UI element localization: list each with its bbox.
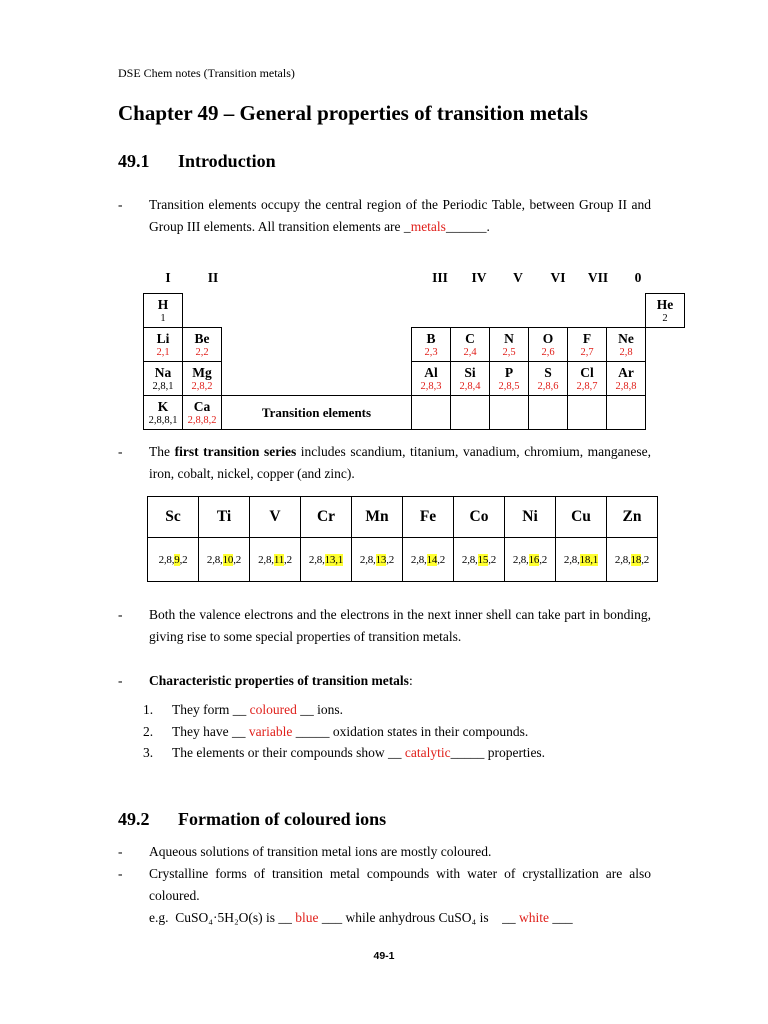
page-number: 49-1: [373, 950, 395, 962]
element-cell-ca: [183, 396, 222, 430]
series-symbol-cell: Mn: [352, 497, 403, 538]
bullet-text: Aqueous solutions of transition metal ions are mostly coloured.: [149, 844, 492, 859]
series-config-cell: [403, 538, 454, 582]
config-highlight: 13: [375, 553, 387, 566]
config-highlight: 18: [630, 553, 642, 566]
element-config: 2,1: [156, 346, 170, 358]
config-prefix: 2,8,: [359, 553, 376, 566]
series-config-cell: [199, 538, 250, 582]
eg-answer: white: [519, 910, 550, 925]
bullet-dash: -: [118, 444, 123, 459]
element-symbol: Ca: [193, 398, 211, 414]
element-cell-na: [144, 362, 183, 396]
config-prefix: 2,8,: [410, 553, 427, 566]
element-config: 2,2: [195, 346, 209, 358]
section-title: Formation of coloured ions: [178, 809, 387, 829]
series-symbol-cell: V: [250, 497, 301, 538]
element-config: 2,8,8,1: [148, 414, 178, 426]
eg-label: e.g.: [149, 910, 169, 925]
element-symbol: F: [582, 330, 592, 346]
element-cell-cl: [568, 362, 607, 396]
eg-answer: blue: [295, 910, 319, 925]
eg-text: __: [502, 910, 520, 925]
running-header: DSE Chem notes (Transition metals): [118, 66, 295, 80]
section-heading-introduction: [118, 151, 276, 172]
element-cell-s: [529, 362, 568, 396]
item-number: 3.: [143, 745, 154, 760]
element-cell-b: [412, 328, 451, 362]
element-symbol: Na: [154, 364, 172, 380]
element-cell-be: [183, 328, 222, 362]
series-symbol-cell: Sc: [148, 497, 199, 538]
config-prefix: 2,8,: [308, 553, 325, 566]
example-line: [118, 907, 651, 929]
config-suffix: ,2: [641, 553, 650, 566]
series-symbol-cell: Ti: [199, 497, 250, 538]
series-symbol-cell: Fe: [403, 497, 454, 538]
config-prefix: 2,8,: [258, 553, 274, 566]
group-header: 0: [634, 270, 642, 285]
element-symbol: C: [465, 330, 475, 346]
element-cell-mg: [183, 362, 222, 396]
element-cell-f: [568, 328, 607, 362]
element-symbol: He: [656, 296, 674, 312]
series-config-cell: [556, 538, 607, 582]
chapter-title: Chapter 49 – General properties of transition metals: [118, 101, 588, 125]
bullet-dash: -: [118, 844, 123, 859]
element-config: 2,6: [541, 346, 555, 358]
item-answer: catalytic: [404, 745, 451, 760]
element-symbol: Ar: [618, 364, 634, 380]
eg-text: ___ while anhydrous CuSO₄ is: [318, 910, 493, 925]
item-text: The elements or their compounds show __: [172, 745, 405, 760]
element-symbol: Ne: [618, 330, 634, 346]
element-cell-k: [144, 396, 183, 430]
config-highlight: 14: [426, 553, 438, 566]
element-symbol: Cl: [580, 364, 594, 380]
config-prefix: 2,8,: [158, 553, 175, 566]
element-config: 2,8,4: [459, 380, 481, 392]
item-text: __ ions.: [296, 702, 343, 717]
element-config: 2,3: [424, 346, 438, 358]
characteristic-heading: Characteristic properties of transition metals: [149, 673, 409, 688]
properties-list: [143, 699, 643, 764]
intro-text: Transition elements occupy the central region of the Periodic Table, between Group II and Group III elements. All transition elements are _: [149, 197, 651, 234]
colon: :: [408, 673, 413, 688]
aqueous-bullet: [118, 841, 651, 863]
element-symbol: B: [426, 330, 436, 346]
element-config: 1: [160, 312, 166, 324]
config-prefix: 2,8,: [614, 553, 631, 566]
series-config-cell: [301, 538, 352, 582]
element-config: 2: [662, 312, 668, 324]
element-config: 2,8,6: [537, 380, 559, 392]
series-text-pre: The: [149, 444, 175, 459]
config-highlight: 16: [528, 553, 540, 566]
group-header: II: [207, 270, 219, 285]
element-config: 2,8,3: [420, 380, 442, 392]
element-cell-n: [490, 328, 529, 362]
eg-text: CuSO₄·5H₂O(s) is __: [175, 910, 296, 925]
config-prefix: 2,8,: [563, 553, 580, 566]
first-series-bullet: [118, 441, 651, 485]
element-config: 2,8: [619, 346, 633, 358]
group-headers: [143, 270, 663, 290]
element-symbol: S: [544, 364, 552, 380]
bullet-text: Crystalline forms of transition metal compounds with water of crystallization are also coloured.: [149, 866, 651, 903]
config-highlight: 10: [222, 553, 234, 566]
config-prefix: 2,8,: [512, 553, 529, 566]
config-highlight: 18,1: [579, 553, 599, 566]
element-symbol: O: [542, 330, 554, 346]
config-prefix: 2,8,: [206, 553, 223, 566]
intro-bullet: [118, 194, 651, 238]
transition-series-table: [147, 496, 658, 582]
bullet-dash: -: [118, 673, 123, 688]
series-config-cell: [250, 538, 301, 582]
element-symbol: Al: [424, 364, 438, 380]
config-highlight: 11: [273, 553, 285, 566]
series-config-cell: [607, 538, 658, 582]
bullet-dash: -: [118, 866, 123, 881]
valence-text: Both the valence electrons and the electrons in the next inner shell can take part in bonding, giving rise to some special properties of transition metals.: [149, 607, 651, 644]
element-config: 2,5: [502, 346, 516, 358]
config-highlight: 15: [477, 553, 489, 566]
element-cell-he: [646, 294, 685, 328]
group-header: IV: [471, 270, 487, 285]
config-prefix: 2,8,: [461, 553, 478, 566]
bullet-dash: -: [118, 197, 123, 212]
element-config: 2,8,8: [615, 380, 637, 392]
series-text-bold: first transition series: [174, 444, 297, 459]
element-cell-c: [451, 328, 490, 362]
characteristic-bullet: [118, 670, 651, 692]
element-symbol: Li: [156, 330, 170, 346]
config-suffix: ,2: [386, 553, 395, 566]
group-header: III: [432, 270, 448, 285]
config-suffix: ,2: [488, 553, 497, 566]
element-cell-h: [144, 294, 183, 328]
element-cell-li: [144, 328, 183, 362]
group-header: I: [165, 270, 171, 285]
series-config-cell: [454, 538, 505, 582]
element-cell-si: [451, 362, 490, 396]
item-number: 1.: [143, 702, 154, 717]
list-item: [143, 699, 643, 721]
intro-tail: ______.: [445, 219, 490, 234]
periodic-table: [143, 293, 685, 430]
series-config-cell: [148, 538, 199, 582]
valence-bullet: [118, 604, 651, 648]
transition-elements-label: Transition elements: [261, 404, 372, 420]
section-title: Introduction: [178, 151, 276, 171]
element-symbol: Be: [194, 330, 210, 346]
series-config-cell: [505, 538, 556, 582]
section-heading-coloured-ions: [118, 809, 386, 830]
element-symbol: Mg: [192, 364, 212, 380]
element-config: 2,8,2: [191, 380, 213, 392]
element-cell-ar: [607, 362, 646, 396]
element-cell-al: [412, 362, 451, 396]
transition-elements-cell: [222, 396, 412, 430]
config-highlight: 13,1: [324, 553, 344, 566]
eg-text: ___: [549, 910, 573, 925]
config-suffix: ,2: [233, 553, 242, 566]
element-symbol: P: [504, 364, 514, 380]
list-item: [143, 721, 643, 743]
item-number: 2.: [143, 723, 154, 739]
bullet-dash: -: [118, 607, 123, 622]
series-symbol-cell: Co: [454, 497, 505, 538]
element-config: 2,7: [580, 346, 594, 358]
item-answer: variable: [248, 723, 293, 739]
series-config-cell: [352, 538, 403, 582]
config-suffix: ,2: [539, 553, 548, 566]
series-symbol-cell: Cr: [301, 497, 352, 538]
intro-answer: metals: [410, 219, 446, 234]
item-text: _____ oxidation states in their compounds.: [292, 723, 529, 739]
element-symbol: N: [504, 330, 514, 346]
group-header: V: [513, 270, 523, 285]
element-config: 2,8,1: [152, 380, 174, 392]
series-text-post: includes scandium, titanium, vanadium, chromium, manganese, iron, cobalt, nickel, copper (and zinc).: [149, 444, 651, 481]
config-highlight: 9: [174, 553, 180, 566]
series-symbol-cell: Ni: [505, 497, 556, 538]
section-number: 49.1: [118, 151, 150, 171]
group-header: VII: [587, 270, 609, 285]
element-symbol: H: [157, 296, 169, 312]
element-cell-p: [490, 362, 529, 396]
item-text: They have __: [172, 723, 249, 739]
element-config: 2,8,7: [576, 380, 598, 392]
element-cell-o: [529, 328, 568, 362]
item-text: They form __: [172, 702, 250, 717]
config-suffix: ,2: [437, 553, 446, 566]
crystalline-bullet: [118, 863, 651, 907]
element-cell-ne: [607, 328, 646, 362]
element-symbol: K: [157, 398, 169, 414]
series-symbol-cell: Zn: [607, 497, 658, 538]
element-config: 2,8,5: [498, 380, 520, 392]
config-suffix: ,2: [284, 553, 292, 566]
item-answer: coloured: [249, 702, 297, 717]
element-config: 2,8,8,2: [187, 414, 217, 426]
list-item: [143, 742, 643, 764]
series-symbol-cell: Cu: [556, 497, 607, 538]
element-symbol: Si: [464, 364, 476, 380]
item-text: _____ properties.: [450, 745, 546, 760]
group-header: VI: [550, 270, 566, 285]
element-config: 2,4: [463, 346, 477, 358]
section-number: 49.2: [118, 809, 150, 829]
config-suffix: ,2: [179, 553, 188, 566]
